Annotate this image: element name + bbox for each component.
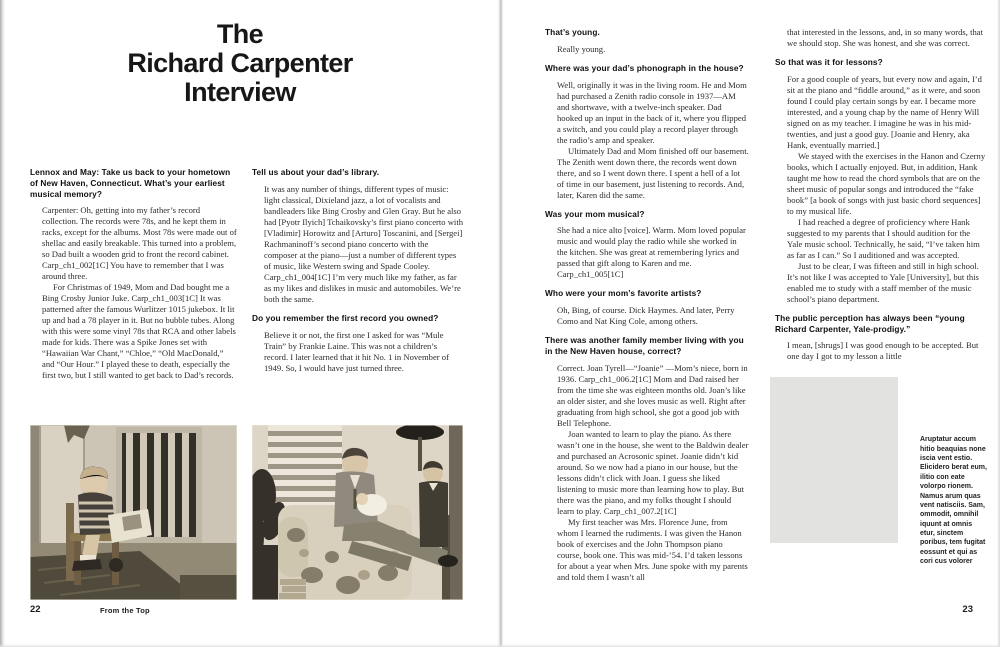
interview-question: That’s young. [545, 27, 600, 37]
interview-question: The public perception has always been “young Richard Carpenter, Yale-prodigy.” [775, 312, 965, 334]
photo-father-with-baby-and-boy [252, 425, 463, 600]
interview-answer: Correct. Joan Tyrell—“Joanie” —Mom’s niece, born in 1936. Carp_ch1_006.2[1C] Mom and Dad raised her from the time she was eighteen months old. Joan’s like an older sister, and she loves music as well. Right after graduating from high school, she got a good job with Bell Telephone. Joan wanted to learn to play the piano. As there wasn’t one in the house, she went to the Baldwin dealer and purchased an Acrosonic spinet. Joanie didn’t kid around. So we now had a piano in our house, but the lessons didn’t click with Joan. I guess she liked listening to music more than learning how to play. But there was the piano, and my folks thought I should learn to play. Carp_ch1_007.2[1C] My first teacher was Mrs. Florence June, from whom I learned the rudiments. I was given the Hanon book of exercises and the John Thompson piano course, book one. This was mid-’54. I’d taken lessons for about a year when Mrs. June spoke with my parents and told them I wasn’t all [557, 362, 749, 582]
page-number-right: 23 [962, 604, 973, 615]
interview-answer: Oh, Bing, of course. Dick Haymes. And later, Perry Como and Nat King Cole, among others. [557, 305, 735, 327]
interview-answer: She had a nice alto [voice]. Warm. Mom loved popular music and would play the radio while she worked in the kitchen. She was great at remembering lyrics and passed that gift along to Karen and me. Carp_ch1_005[1C] [557, 225, 746, 280]
section-title: From the Top [100, 606, 150, 615]
title-line-1: The [216, 19, 264, 49]
interview-answer: I mean, [shrugs] I was good enough to be accepted. But one day I got to my lesson a little [787, 340, 979, 362]
right-page [500, 0, 1000, 647]
interview-question: Was your mom musical? [545, 208, 645, 219]
interview-answer: Well, originally it was in the living room. He and Mom had purchased a Zenith radio console in 1937—AM and shortwave, with a twelve-inch speaker. Dad hooked up an input in the back of it, where you flipped a switch, and you could play a record player through the radio’s amp and speaker. Ultimately Dad and Mom finished off our basement. The Zenith went down there, the records went down there, and so I went down there. I spent a hell of a lot of time in our basement, just listening to records. And, later, Karen did the same. [557, 79, 749, 200]
page-edge-left [0, 0, 5, 647]
interview-column-1 [30, 167, 237, 389]
interview-question: Lennox and May: Take us back to your hometown of New Haven, Connecticut. What’s your earliest musical memory? [30, 167, 231, 199]
page-number-left: 22 [30, 604, 41, 615]
interview-answer: Carpenter: Oh, getting into my father’s record collection. The records were 78s, and he kept them in racks, except for the albums. Most 78s were made out of shellac and easily breakable. This turned into a problem, so Dad built a wooden grid to front the record cabinet. Carp_ch1_002[1C] You have to remember that I was around three. For Christmas of 1949, Mom and Dad bought me a Bing Crosby Junior Juke. Carp_ch1_003[1C] It was patterned after the famous Wurlitzer 1015 jukebox. It lit up and had a 78 player in it. But no bubble tubes. Along with this were some vinyl 78s that RCA and other labels made for kids. There was a Spike Jones set with “Hawaiian War Chant,” “Chloe,” “Old MacDonald,” and “Our Hour.” I played these to death, especially the first two, but I still wanted to get back to Dad’s records. [42, 205, 237, 381]
photo-caption: Aruptatur accum hitio beaquias none iscia vent estio. Elicidero berat eum, ilitio con eate volorpo rionem. Namus arum quas vent natisciis. Sam, ommodit, omnihil iquunt at omnis etur, sinctem poribus, tem fugitat eossunt et qui as cori cus volorer [920, 436, 987, 566]
interview-question: Do you remember the first record you owned? [252, 312, 439, 323]
interview-answer: For a good couple of years, but every now and again, I’d sit at the piano and “fiddle around,” as it were, and soon found I could play certain songs by ear. I became more interested, and a young chap by the name of Henry Will signed on as my teacher. I imagine he was in his mid-twenties, and just a good guy. [Joanie and Henry, aka Hank, eventually married.] We stayed with the exercises in the Hanon and Czerny books, which I actually enjoyed. But, in addition, Hank taught me how to read the chord symbols that are on the sheet music of popular songs and introduced the “fake book” [a book of songs with just basic chord sequences] to my musical life. I had reached a degree of proficiency where Hank suggested to my parents that I should audition for the Yale music school. Technically, he said, “I’ve taken him as far as I can.” So I auditioned and was accepted. Just to be clear, I was fifteen and still in high school. It’s not like I was accepted to Yale [University], but this enabled me to study with a staff member of the music school’s piano department. [787, 73, 986, 304]
interview-question: Tell us about your dad’s library. [252, 167, 380, 177]
interview-answer: It was any number of things, different types of music: light classical, Dixieland jazz, a lot of vocalists and bandleaders like Bing Crosby and Glen Gray. But he also had [Pyotr Ilyich] Tchaikovsky’s first piano concerto with [Vladimir] Horowitz and [Arturo] Toscanini, and [Sergei] Rachmaninoff’s second piano concerto with the composer at the piano—just a number of different types of music, like Western swing and Spade Cooley. Carp_ch1_004[1C] I’m very much like my father, as far as my likes and dislikes in music and automobiles. We’re both the same. [264, 183, 464, 304]
article-title [90, 20, 390, 107]
interview-question: Who were your mom’s favorite artists? [545, 288, 702, 299]
photo-boy-with-record-album [30, 425, 237, 600]
placeholder-image [770, 377, 898, 543]
interview-column-4-text [775, 27, 987, 362]
interview-answer: Believe it or not, the first one I asked for was “Mule Train” by Frankie Laine. This was not a children’s record. I later learned that it hit No. 1 in November of 1949. So, I would have just turned three. [264, 329, 449, 373]
title-line-3: Interview [184, 77, 296, 108]
interview-question: Where was your dad’s phonograph in the house? [545, 62, 744, 73]
interview-column-3 [545, 27, 749, 591]
title-line-2: Richard Carpenter [127, 48, 353, 79]
media-row [770, 377, 987, 566]
interview-answer: that interested in the lessons, and, in so many words, that we should stop. She was honest, and she was correct. [787, 27, 983, 48]
interview-column-2 [252, 167, 463, 382]
interview-column-4 [775, 27, 987, 567]
interview-answer: Really young. [557, 43, 606, 54]
interview-question: There was another family member living with you in the New Haven house, correct? [545, 335, 744, 356]
interview-question: So that was it for lessons? [775, 57, 883, 67]
